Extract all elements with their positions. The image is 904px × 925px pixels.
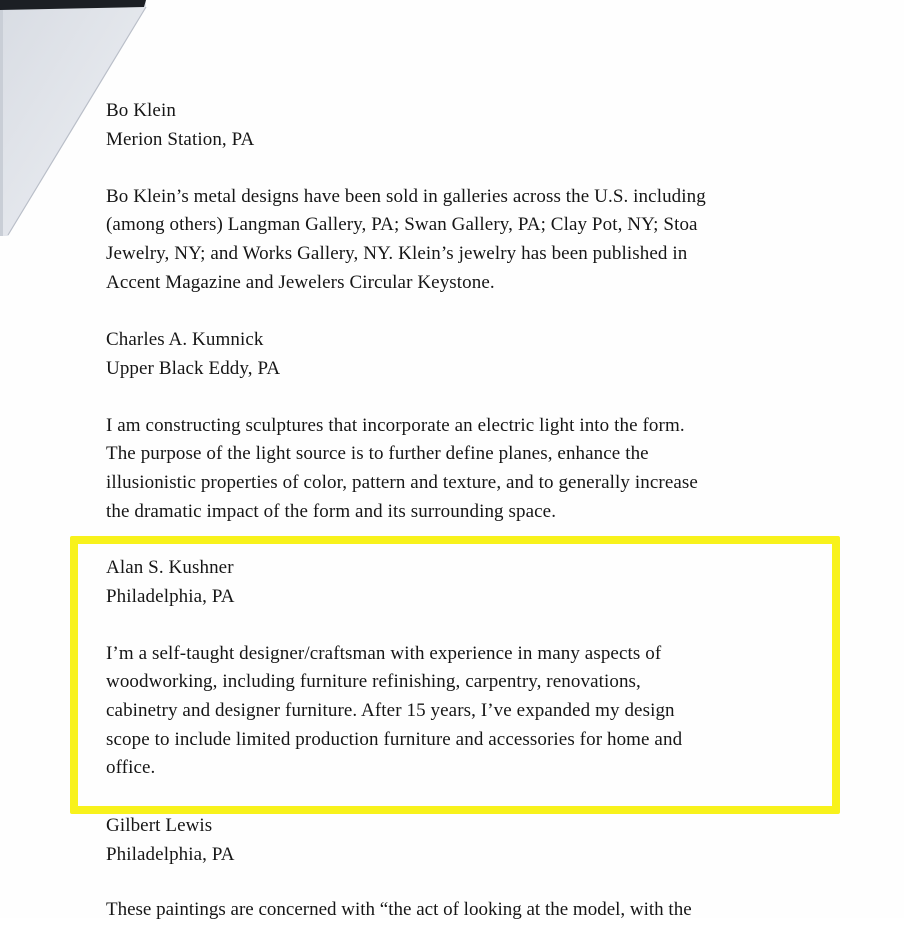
statement-line: Bo Klein’s metal designs have been sold in galleries across the U.S. including [106,185,706,207]
entry-charles-kumnick [106,326,776,526]
statement-line: The purpose of the light source is to further define planes, enhance the [106,443,649,465]
artist-name: Alan S. Kushner [106,557,234,578]
artist-location: Merion Station, PA [106,128,255,150]
artist-statement [106,640,776,783]
entry-bo-klein [106,97,776,297]
statement-line: I am constructing sculptures that incorporate an electric light into the form. [106,414,685,436]
statement-line: (among others) Langman Gallery, PA; Swan Gallery, PA; Clay Pot, NY; Stoa [106,214,698,236]
statement-line: the dramatic impact of the form and its surrounding space. [106,500,557,522]
artist-statement [106,412,776,526]
entry-gilbert-lewis [106,812,776,869]
artist-name: Gilbert Lewis [106,815,213,836]
statement-line: Accent Magazine and Jewelers Circular Keystone. [106,271,495,293]
statement-line: scope to include limited production furniture and accessories for home and [106,728,683,750]
artist-location: Philadelphia, PA [106,585,235,607]
statement-line: I’m a self-taught designer/craftsman with experience in many aspects of [106,642,662,664]
artist-statement [106,183,776,297]
statement-line: cabinetry and designer furniture. After 15 years, I’ve expanded my design [106,699,675,721]
entry-alan-kushner [106,554,776,783]
artist-location: Upper Black Eddy, PA [106,357,281,379]
cut-off-statement-line: These paintings are concerned with “the act of looking at the model, with the [106,899,692,920]
artist-name: Charles A. Kumnick [106,329,264,350]
statement-line: illusionistic properties of color, pattern and texture, and to generally increase [106,471,698,493]
statement-line: office. [106,757,156,779]
statement-line: Jewelry, NY; and Works Gallery, NY. Klein’s jewelry has been published in [106,242,688,264]
statement-line: woodworking, including furniture refinishing, carpentry, renovations, [106,671,641,693]
artist-name: Bo Klein [106,100,176,121]
artist-location: Philadelphia, PA [106,843,235,865]
